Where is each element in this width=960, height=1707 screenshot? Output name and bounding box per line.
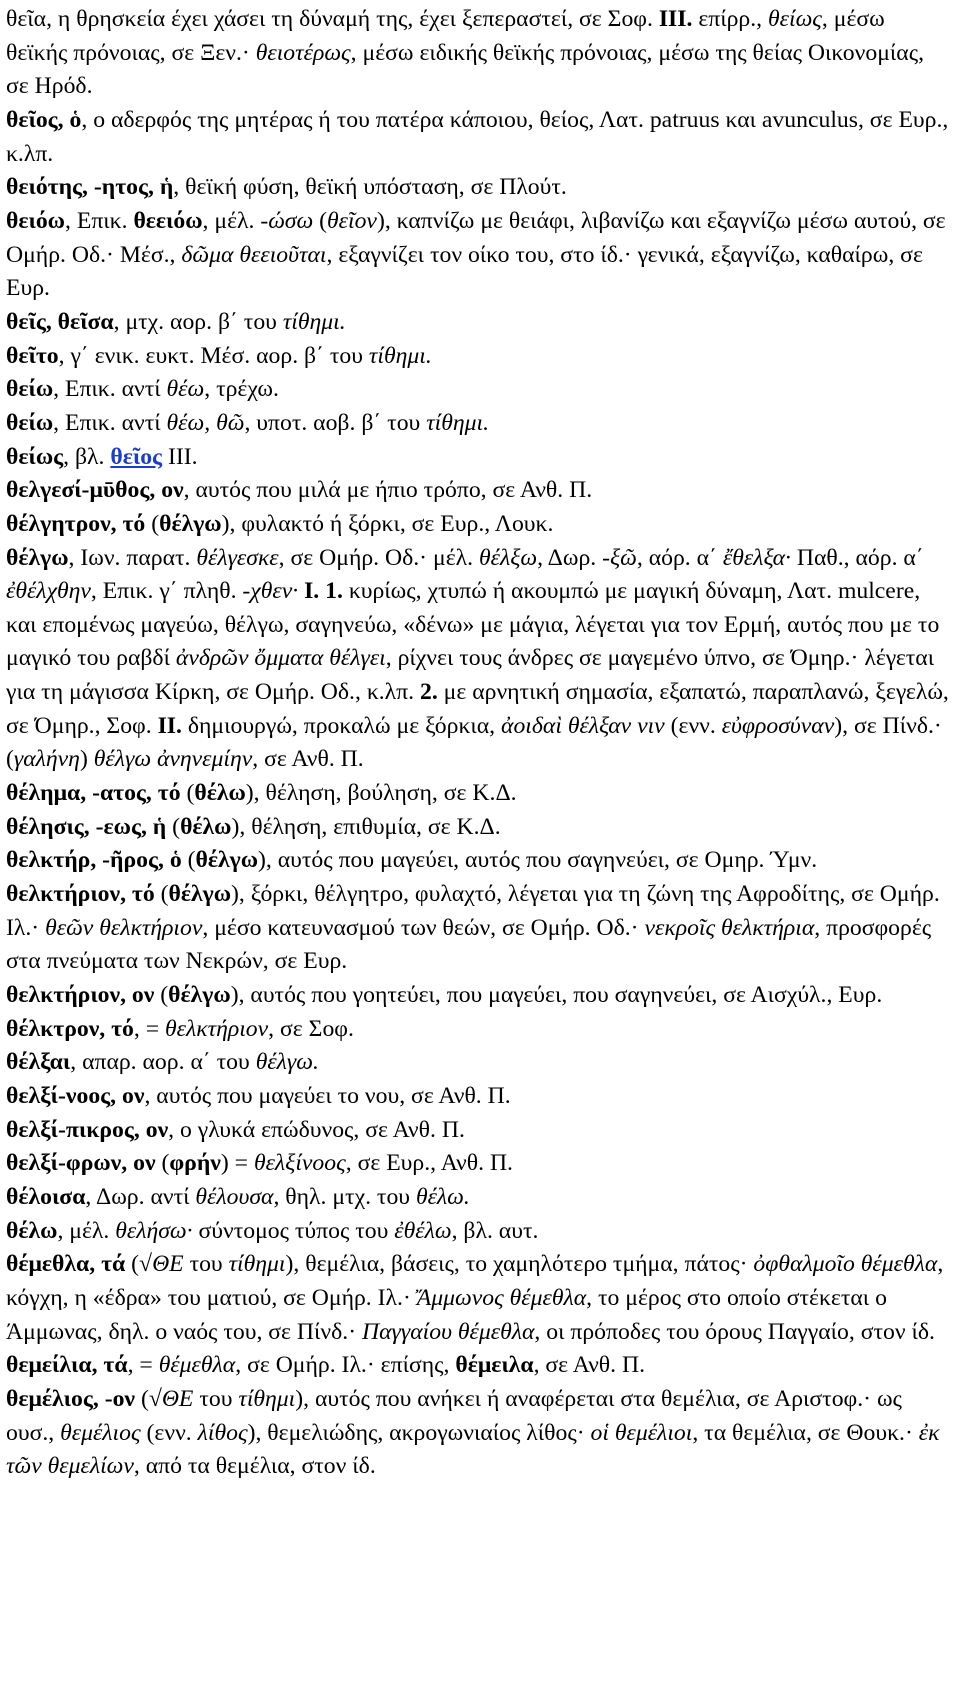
dictionary-entry (6, 508, 952, 542)
dictionary-entry (6, 1013, 952, 1047)
entry-term: θείω (6, 409, 54, 436)
entry-text: ), αυτός που ανήκει ή αναφέρεται στα θεμέλια, σε Αριστοφ.· ως ουσ., (6, 1385, 902, 1446)
dictionary-entry (6, 306, 952, 340)
dictionary-entry (6, 1080, 952, 1114)
italic-text: θεῶν θελκτήριον (45, 914, 203, 941)
entry-text: , σε Ομήρ. Οδ.· μέλ. (278, 544, 479, 571)
entry-text: ), θεμέλια, βάσεις, το χαμηλότερο τμήμα, πάτος· (285, 1251, 754, 1278)
dictionary-entry (6, 1215, 952, 1249)
dictionary-entry (6, 1349, 952, 1383)
entry-text: (ενν. (664, 712, 722, 739)
entry-term: θέλημα, -ατος, τό (6, 780, 181, 807)
entry-term: θέλκτρον, τό (6, 1015, 134, 1042)
italic-text: θέω, θῶ (166, 409, 245, 436)
entry-text: ), καπνίζω με θειάφι, λιβανίζω και εξαγνίζω μέσω αυτού, σε Ομήρ. Οδ.· Μέσ., (6, 207, 946, 268)
entry-text: ) = (220, 1150, 254, 1177)
italic-text: ἐθέλχθην (6, 578, 91, 605)
entry-text: , Δωρ. (537, 544, 603, 571)
entry-text: , ρίχνει τους άνδρες σε μαγεμένο ύπνο, σε Όμηρ.· λέγεται για τη μάγισσα Κίρκη, σε Ομήρ. Οδ., κ.λπ. (6, 645, 935, 706)
entry-term: θείω (6, 376, 54, 403)
entry-text: ( (145, 510, 160, 537)
entry-text: , σε Ευρ., Ανθ. Π. (345, 1150, 513, 1177)
entry-text: , βλ. αυτ. (451, 1217, 539, 1244)
entry-term: θέλγω (168, 881, 232, 908)
entry-text: ( (313, 207, 328, 234)
entry-term: θειόω (6, 207, 65, 234)
entry-text: , μέλ. (202, 207, 261, 234)
entry-term: θελκτήρ, -ῆρος, ὁ (6, 847, 182, 874)
entry-text: κυρίως, χτυπώ ή ακουμπώ με μαγική δύναμη, Λατ. mulcere, και επομένως μαγεύω, θέλγω, σαγηνεύω, «δένω» με μάγια, λέγεται για τον Ερμή, αυτός που με το μαγικό του ραβδί (6, 578, 940, 672)
entry-text: , τα θεμέλια, σε Θουκ.· (692, 1419, 919, 1446)
entry-term: I. 1. (304, 578, 343, 605)
italic-text: -χθεν· (242, 578, 299, 605)
entry-term: θεμέλιος, -ον (6, 1385, 136, 1412)
entry-text: του (193, 1385, 239, 1412)
entry-text: , απαρ. αορ. α΄ του (70, 1049, 256, 1076)
italic-text: ἐθέλω (394, 1217, 452, 1244)
dictionary-entry (6, 878, 952, 979)
entry-term: θέλησις, -εως, ἡ (6, 813, 167, 840)
entry-term: θέλω (6, 1217, 58, 1244)
dictionary-entry (6, 542, 952, 778)
entry-text: ), αυτός που μαγεύει, αυτός που σαγηνεύει, σε Ομηρ. Ύμν. (258, 847, 818, 874)
dictionary-entry (6, 474, 952, 508)
entry-text: επίρρ., (692, 6, 769, 32)
entry-text: , Επικ. (65, 207, 134, 234)
italic-text: θέμεθλα (158, 1352, 236, 1379)
italic-text: ἐκ τῶν θεμελίων (6, 1419, 940, 1480)
dictionary-entry (6, 340, 952, 374)
italic-text: θελήσω· (115, 1217, 193, 1244)
entry-text: , σε Ανθ. Π. (533, 1352, 646, 1379)
entry-text: , αόρ. α΄ (636, 544, 723, 571)
entry-term: 2. (419, 679, 438, 706)
entry-text: , αυτός που μιλά με ήπιο τρόπο, σε Ανθ. Π. (183, 477, 593, 504)
italic-text: ὀφθαλμοῖο θέμεθλα (753, 1251, 938, 1278)
italic-text: θέλγεσκε (196, 544, 279, 571)
entry-term: θεῖος, ὁ (6, 106, 82, 133)
entry-text: , βλ. (63, 443, 111, 470)
entry-text: ), ξόρκι, θέλγητρο, φυλαχτό, λέγεται για τη ζώνη της Αφροδίτης, σε Ομήρ. Ιλ.· (6, 881, 940, 941)
entry-text: ), αυτός που γοητεύει, που μαγεύει, που σαγηνεύει, σε Αισχύλ., Ευρ. (230, 982, 883, 1009)
entry-text: ( (166, 813, 181, 840)
entry-text: , Επικ. γ΄ πληθ. (90, 578, 243, 605)
entry-text: ( (180, 780, 195, 807)
italic-text: τίθημι (238, 1385, 296, 1412)
entry-text: , κόγχη, η «έδρα» του ματιού, σε Ομήρ. Ιλ.· (6, 1251, 944, 1311)
italic-text: θεῖον (327, 207, 377, 234)
entry-term: θειότης, -ητος, ἡ (6, 174, 174, 201)
entry-text: , = (127, 1352, 159, 1379)
entry-text: , υποτ. αοβ. β΄ του (244, 409, 427, 436)
dictionary-entry (6, 104, 952, 171)
entry-term: θείως (6, 443, 64, 470)
entry-text: ( (154, 881, 169, 908)
entry-text: ) (79, 746, 94, 773)
entry-term: θέλω (194, 780, 246, 807)
italic-text: ἔθελξα· (722, 544, 791, 571)
entry-text: (√ (135, 1385, 162, 1412)
dictionary-entry (6, 979, 952, 1013)
entry-term: θέλγητρον, τό (6, 510, 146, 537)
entry-text: , οι πρόποδες του όρους Παγγαίο, στον ίδ. (534, 1318, 935, 1345)
entry-term: θέμεθλα, τά (6, 1251, 126, 1278)
entry-text: , μέσω ειδικής θεϊκής πρόνοιας, μέσω της θείας Οικονομίας, σε Ηρόδ. (6, 39, 924, 100)
entry-text: , γ΄ ενικ. ευκτ. Μέσ. αορ. β΄ του (58, 342, 369, 369)
entry-text: , θεϊκή φύση, θεϊκή υπόσταση, σε Πλούτ. (173, 174, 567, 201)
italic-text: εὐφροσύναν (721, 712, 835, 739)
entry-text: , σε Ανθ. Π. (252, 746, 364, 773)
entry-text: , μέσω θεϊκής πρόνοιας, σε Ξεν.· (6, 6, 885, 66)
dictionary-entry (6, 777, 952, 811)
italic-text: θέλγω ἀνηνεμίην (93, 746, 253, 773)
italic-text: Ἄμμωνος θέμεθλα (416, 1284, 587, 1311)
entry-text: ), θέληση, βούληση, σε Κ.Δ. (245, 780, 517, 807)
dictionary-entry (6, 1147, 952, 1181)
entry-text: , τρέχω. (204, 376, 279, 403)
entry-term: θεμείλια, τά (6, 1352, 128, 1379)
italic-text: νεκροῖς θελκτήρια (644, 914, 815, 941)
entry-text: , Επικ. αντί (53, 409, 167, 436)
entry-text: , εξαγνίζει τον οίκο του, στο ίδ.· γενικά, εξαγνίζω, καθαίρω, σε Ευρ. (6, 241, 923, 302)
entry-term: φρήν (169, 1150, 221, 1177)
entry-text: , αυτός που μαγεύει το νου, σε Ανθ. Π. (144, 1083, 511, 1109)
italic-text: ΘΕ (152, 1251, 184, 1278)
dictionary-entry (6, 407, 952, 441)
entry-term: III. (658, 6, 693, 32)
dictionary-entry (6, 811, 952, 845)
entry-text: ( (155, 1150, 170, 1177)
entry-term: θελξί-νοος, ον (6, 1083, 145, 1109)
dictionary-entry (6, 1114, 952, 1148)
entry-term: θελκτήριον, τό (6, 881, 155, 908)
italic-text: ΘΕ (161, 1385, 194, 1412)
italic-text: ἀνδρῶν ὄμματα θέλγει (175, 645, 386, 672)
entry-term: θέλγω (159, 510, 222, 537)
italic-text: τίθημι. (368, 342, 432, 369)
entry-term: θελξί-φρων, ον (6, 1150, 156, 1177)
dictionary-entry (6, 441, 952, 475)
entry-text: , ο αδερφός της μητέρας ή του πατέρα κάποιου, θείος, Λατ. patruus και avunculus, σε Ευρ., κ.λπ. (6, 106, 949, 167)
entry-term: θέλγω (195, 847, 259, 874)
entry-text: Παθ., αόρ. α΄ (790, 544, 924, 571)
entry-term: II. (157, 712, 182, 739)
entry-term: θελξί-πικρος, ον (6, 1116, 169, 1143)
entry-text: , μέλ. (57, 1217, 116, 1244)
entry-text: , μέσο κατευνασμού των θεών, σε Ομήρ. Οδ.· (202, 914, 645, 941)
italic-text: Παγγαίου θέμεθλα (362, 1318, 535, 1345)
entry-text: , θηλ. μτχ. του (273, 1183, 416, 1210)
entry-text: , Ιων. παρατ. (68, 544, 197, 571)
entry-text: ( (154, 982, 169, 1009)
italic-text: -ξῶ (602, 544, 637, 571)
italic-text: θέλγω. (255, 1049, 319, 1076)
italic-text: λίθος (197, 1419, 248, 1446)
dictionary-entry (6, 3, 952, 104)
entry-text: (√ (125, 1251, 153, 1278)
italic-text: ἀοιδαὶ θέλξαν νιν (501, 712, 665, 739)
italic-text: -ώσω (260, 207, 314, 234)
entry-text: με αρνητική σημασία, εξαπατώ, παραπλανώ, ξεγελώ, σε Όμηρ., Σοφ. (6, 679, 949, 739)
entry-term: θέλοισα (6, 1183, 86, 1210)
entry-text: ), θεμελιώδης, ακρογωνιαίος λίθος· (247, 1419, 591, 1446)
italic-text: τίθημι. (282, 308, 346, 335)
dictionary-entry (6, 171, 952, 205)
entry-text: , προσφορές στα πνεύματα των Νεκρών, σε Ευρ. (6, 914, 932, 975)
italic-text: θέλξω (478, 544, 538, 571)
entry-text: , από τα θεμέλια, στον ίδ. (133, 1453, 376, 1480)
entry-text: ), θέληση, επιθυμία, σε Κ.Δ. (231, 813, 501, 840)
entry-text: δημιουργώ, προκαλώ με ξόρκια, (181, 712, 502, 739)
italic-text: θελκτήριον (165, 1015, 269, 1042)
entry-text: θεῖα, η θρησκεία έχει χάσει τη δύναμή της, έχει ξεπεραστεί, σε Σοφ. (6, 6, 659, 32)
entry-term: θέλω (180, 813, 232, 840)
entry-term: θέλγω (168, 982, 231, 1009)
dictionary-entry (6, 1383, 952, 1484)
italic-text: θέω (166, 376, 205, 403)
entry-term: θελκτήριον, ον (6, 982, 155, 1009)
entry-text: , = (133, 1015, 166, 1042)
entry-text: , σε Σοφ. (268, 1015, 354, 1042)
entry-text: III. (162, 443, 198, 470)
entry-text: , το μέρος στο οποίο στέκεται ο Άμμωνας, δηλ. ο ναός του, σε Πίνδ.· (6, 1284, 887, 1345)
italic-text: θεμέλιος (60, 1419, 141, 1446)
italic-text: θειοτέρως (255, 39, 351, 66)
italic-text: θείως (768, 6, 822, 32)
italic-text: οἱ θεμέλιοι (590, 1419, 693, 1446)
dictionary-entry (6, 1248, 952, 1349)
dictionary-entry (6, 1181, 952, 1215)
entry-term: θεῖτο (6, 342, 59, 369)
entry-text: , Επικ. αντί (53, 376, 167, 403)
entry-term: θέμειλα (455, 1352, 534, 1379)
italic-text: θελξίνοος (253, 1150, 346, 1177)
dictionary-entry (6, 1046, 952, 1080)
entry-term: θέλξαι (6, 1049, 71, 1076)
entry-text: του (183, 1251, 229, 1278)
italic-text: δῶμα θεειοῦται (181, 241, 327, 268)
entry-text: ), σε Πίνδ.· ( (6, 712, 942, 773)
entry-text: , Δωρ. αντί (85, 1183, 196, 1210)
entry-term: θέλγω (6, 544, 69, 571)
italic-text: γαλήνη (13, 746, 80, 773)
cross-reference-link[interactable]: θεῖος (110, 443, 163, 470)
entry-text: , ο γλυκά επώδυνος, σε Ανθ. Π. (168, 1116, 465, 1143)
italic-text: θέλω. (415, 1183, 470, 1210)
entry-text: , μτχ. αορ. β΄ του (113, 308, 283, 335)
entry-text: (ενν. (140, 1419, 198, 1446)
italic-text: τίθημι. (426, 409, 490, 436)
entry-term: θεειόω (133, 207, 203, 234)
italic-text: τίθημι (228, 1251, 286, 1278)
entry-text: ( (181, 847, 196, 874)
entry-term: θεῖς, θεῖσα (6, 308, 114, 335)
entry-term: θελγεσί-μῡθος, ον (6, 477, 184, 504)
entry-text: ), φυλακτό ή ξόρκι, σε Ευρ., Λουκ. (221, 510, 554, 537)
dictionary-entry (6, 205, 952, 306)
dictionary-entry (6, 373, 952, 407)
italic-text: θέλουσα (195, 1183, 274, 1210)
dictionary-entry (6, 844, 952, 878)
entry-text: , σε Ομήρ. Ιλ.· επίσης, (235, 1352, 456, 1379)
entry-text: σύντομος τύπος του (192, 1217, 395, 1244)
